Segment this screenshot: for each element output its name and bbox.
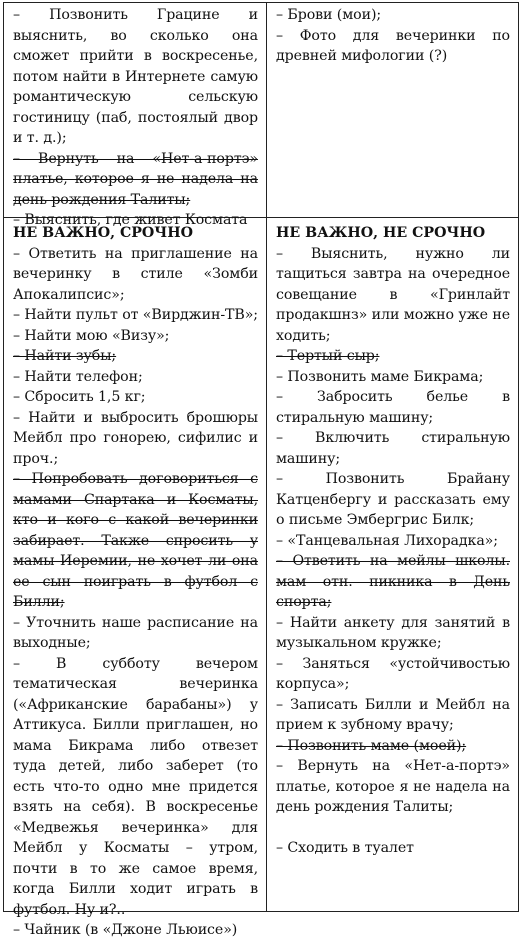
- list-item: – «Танцевальная Лихорадка»;: [276, 532, 498, 549]
- task-list: [13, 244, 258, 941]
- list-item: – Найти анкету для занятий в музыкальном кружке;: [276, 614, 510, 651]
- list-item: – Ответить на мейлы школы. мам отн. пикника в День спорта;: [276, 553, 510, 610]
- priority-matrix: [3, 2, 519, 938]
- list-item: – Сходить в туалет: [276, 839, 414, 856]
- quadrant-heading: НЕ ВАЖНО, НЕ СРОЧНО: [276, 225, 486, 241]
- list-item: – Уточнить наше расписание на выходные;: [13, 614, 258, 651]
- list-item: – Ответить на приглашение на вечеринку в стиле «Зомби Апокалипсис»;: [13, 245, 258, 303]
- list-item: – Найти и выбросить брошюры Мейбл про гонорею, сифилис и проч.;: [13, 409, 258, 467]
- task-list: [276, 5, 510, 67]
- quadrant-heading: НЕ ВАЖНО, СРОЧНО: [13, 225, 193, 241]
- list-item: – Сбросить 1,5 кг;: [13, 389, 146, 405]
- list-item: – Попробовать договориться с мамами Спартака и Косматы, кто и кого с какой вечеринки забирает. Также спросить у мамы Иеремии, не хочет ли она ее сын поиграть в футбол с Билли;: [13, 471, 258, 610]
- list-item: – Найти пульт от «Вирджин-ТВ»;: [13, 307, 258, 323]
- quadrant-top-left: [4, 3, 266, 228]
- list-item: – Вернуть на «Нет-а-портэ» платье, которое я не надела на день рождения Талиты;: [13, 150, 258, 208]
- quadrant-not-important-not-urgent: [267, 219, 518, 911]
- list-item: – Выяснить, где живет Космата: [13, 212, 248, 228]
- list-item: – Забросить белье в стиральную машину;: [276, 389, 510, 426]
- list-item: – Позвонить маме (моей);: [276, 737, 467, 754]
- list-item: – В субботу вечером тематическая вечеринка («Африканские барабаны») у Аттикуса. Билли приглашен, но мама Бикрама либо отвезет туда детей, либо заберет (то есть что-то одно мне придется взять на себя). В воскресенье «Медвежья вечеринка» для Мейбл у Косматы – утром, почти в то же самое время, когда Билли ходит играть в футбол. Ну и?..: [13, 655, 258, 918]
- list-item: – Фото для вечеринки по древней мифологии (?): [276, 27, 510, 64]
- list-item: – Брови (мои);: [276, 7, 382, 23]
- task-list: [276, 244, 510, 859]
- task-list: [13, 5, 258, 231]
- list-item: – Найти телефон;: [13, 368, 143, 385]
- list-item: – Чайник (в «Джоне Льюисе»): [13, 922, 238, 938]
- list-item: – Позвонить Брайану Катценбергу и рассказать ему о письме Эмбергрис Билк;: [276, 471, 510, 528]
- quadrant-top-right: [267, 3, 518, 217]
- list-item: – Включить стиральную машину;: [276, 430, 510, 467]
- list-item: – Позвонить маме Бикрама;: [276, 368, 484, 385]
- list-item: – Найти мою «Визу»;: [13, 327, 170, 344]
- list-item: – Позвонить Грацине и выяснить, во сколько она сможет прийти в воскресенье, потом найти в Интернете самую романтическую сельскую гостиницу (паб, постоялый двор и т. д.);: [13, 7, 258, 146]
- list-item: – Найти зубы;: [13, 348, 117, 364]
- quadrant-not-important-urgent: [4, 219, 266, 938]
- list-item: – Заняться «устойчивостью корпуса»;: [276, 655, 510, 692]
- list-item: – Тертый сыр;: [276, 348, 380, 364]
- list-item: – Записать Билли и Мейбл на прием к зубному врачу;: [276, 696, 510, 733]
- list-item: – Вернуть на «Нет-а-портэ» платье, которое я не надела на день рождения Талиты;: [276, 758, 510, 815]
- list-item: – Выяснить, нужно ли тащиться завтра на очередное совещание в «Гринлайт продакшнз» или можно уже не ходить;: [276, 245, 510, 344]
